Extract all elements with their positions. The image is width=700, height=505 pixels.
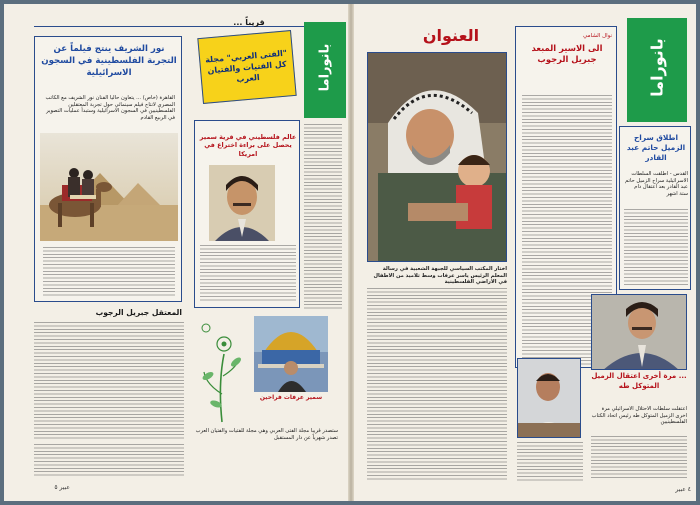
nour-body: القاهرة (خاص) ... يتعاون حالياً الفنان نور الشريف مع الكاتب المصري لانتاج فيلم سينمائي حول تجربة المعتقلين الفلسطينيين في السجون الاسرائيلية وستبدأ عمليات التصوير في الربيع القادم xyxy=(45,95,175,121)
left-header-rule xyxy=(34,26,344,27)
jibril-body-lines xyxy=(34,322,184,440)
nour-headline: نور الشريف ينتج فيلماً عن التجربة الفلسطينية في السجون الاسرائيلية xyxy=(41,44,177,78)
dome-caption: سمير عرفات فراحين xyxy=(259,394,323,401)
center-body-lines xyxy=(367,288,507,482)
pyramids-camel-image xyxy=(40,133,178,241)
scientist-headline: عالم فلسطيني في قرية سمير يحصل على براءة اختراع في امريكا xyxy=(199,133,297,158)
release-body-lines xyxy=(624,209,688,285)
right-page xyxy=(351,4,696,501)
left-page xyxy=(4,4,350,501)
main-photo xyxy=(367,52,507,262)
arrest-headline: ... مرة أخرى اعتقال الزميل المتوكل طه xyxy=(591,372,687,390)
arrest-body: اعتقلت سلطات الاحتلال الاسرائيلي مرة اخرى الزميل المتوكل طه رئيس اتحاد الكتاب الفلسطينيين xyxy=(591,406,687,426)
dome-of-rock-image xyxy=(254,316,328,392)
pyramids-photo xyxy=(40,133,178,241)
magazine-spread xyxy=(4,4,696,501)
right-page-footer: ٤ عبير xyxy=(675,486,691,493)
nour-body-lines xyxy=(43,247,175,297)
jibril-title: المعتقل جبريل الرجوب xyxy=(95,308,182,317)
journalist-portrait xyxy=(592,295,687,370)
release-body: القدس - اطلقت السلطات الاسرائيلية سراح الزميل حاتم عبد القادر بعد اعتقال دام ستة اشهر xyxy=(625,171,688,197)
flower-decoration xyxy=(196,314,246,424)
left-panorama-label: بانوراما xyxy=(317,43,333,92)
right-panorama-badge xyxy=(627,18,687,122)
scientist-photo xyxy=(209,165,275,241)
arrest-photo xyxy=(591,294,687,370)
flower-icon xyxy=(196,314,246,424)
arrest-body-lines xyxy=(591,436,687,480)
highlight-box-text: "الفتى العربي" مجلة كل الفتيات والفتيان العرب xyxy=(204,47,288,84)
right-panorama-label: بانوراما xyxy=(647,38,667,97)
scientist-portrait xyxy=(209,165,275,241)
release-headline: اطلاق سراح الزميل حاتم عبد القادر xyxy=(626,133,686,162)
scientist-body-lines xyxy=(200,245,296,303)
release-tag: نوال الشامي xyxy=(583,33,612,39)
left-panorama-badge xyxy=(304,22,346,118)
left-header-tag: قريباً ... xyxy=(233,18,265,27)
release-article xyxy=(619,126,691,290)
left-page-footer: عبير ٥ xyxy=(54,484,70,491)
center-body: اختار المكتب السياسي للجبهة الشعبية في رسالة المعلم الرئيس ياسر عرفات وسط تلاميذ من الاطفال في الاراضي الفلسطينية xyxy=(373,266,507,286)
man-photo xyxy=(517,358,581,438)
center-title: العنوان xyxy=(422,26,480,45)
nour-article xyxy=(34,36,182,302)
dome-article xyxy=(254,316,328,406)
prisoner-headline: الى الاسير المبعد جبريل الرجوب xyxy=(531,43,603,64)
highlight-box xyxy=(197,30,296,104)
dome-photo xyxy=(254,316,328,392)
man-at-desk-image xyxy=(518,359,581,438)
scientist-article xyxy=(194,120,300,308)
leader-with-child-image xyxy=(368,53,507,262)
left-right-column-lines xyxy=(304,124,342,310)
right-bottom-lines xyxy=(517,442,583,482)
dome-body: ستصدر قريباً مجلة الفتى العربي وهي مجلة للفتيات والفتيان العرب تصدر شهرياً عن دار المستقبل xyxy=(195,428,338,441)
left-bottom-lines xyxy=(34,444,184,478)
